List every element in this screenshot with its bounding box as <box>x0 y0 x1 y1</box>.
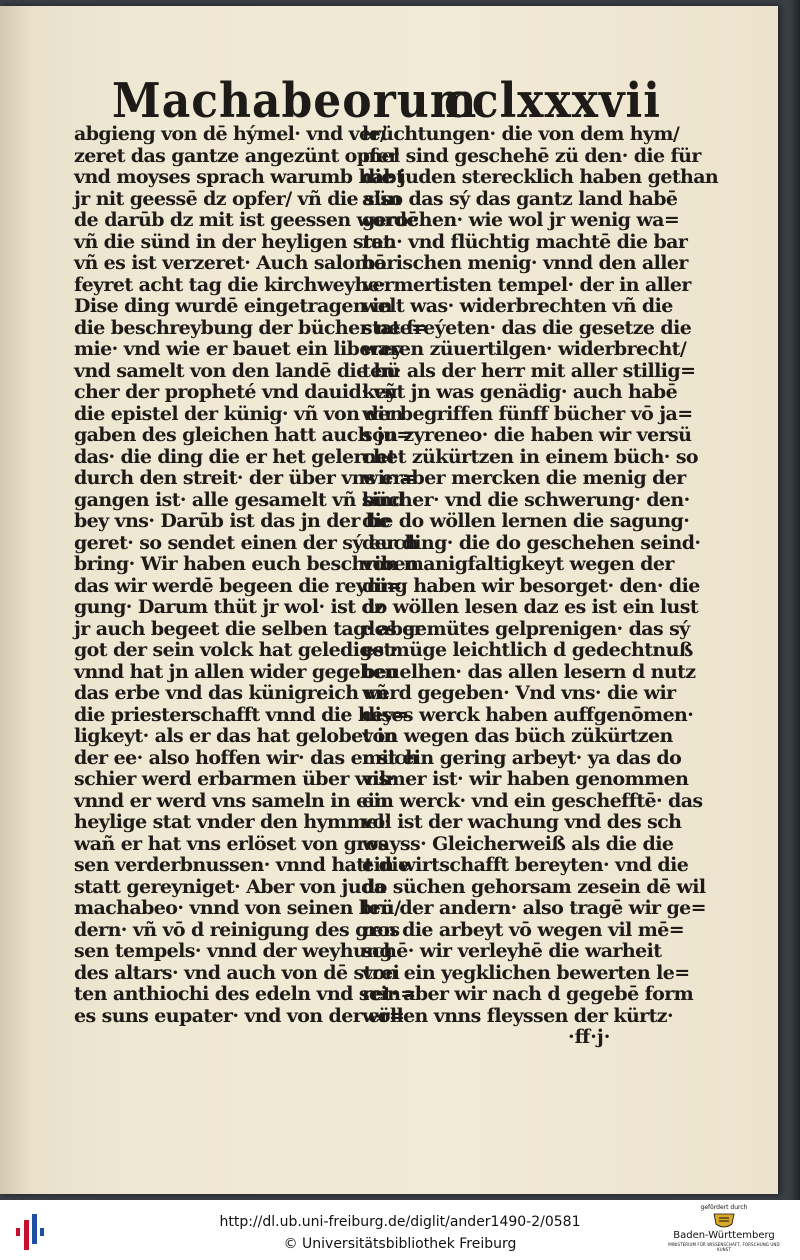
text-line: Dise ding wurdē eingetragen in <box>74 295 392 317</box>
text-line: von wegen das büch zükürtzen <box>362 725 673 747</box>
text-line: barischen menig· vnnd den aller <box>362 252 688 274</box>
text-line: wir aber mercken die menig der <box>362 467 686 489</box>
viewer-footer <box>0 1200 800 1260</box>
text-line: von ein yegklichen bewerten le= <box>362 961 690 984</box>
text-line: heylige stat vnder den hymmel· <box>74 811 391 833</box>
text-line: vnnd hat jn allen wider gegeben <box>74 660 398 683</box>
text-line: statt gereyniget· Aber von juda <box>74 875 386 898</box>
text-line: gangen ist· alle gesamelt vñ sind <box>74 488 405 511</box>
text-line: durch den streit· der über vns er= <box>74 467 418 489</box>
text-line: son zyreneo· die haben wir versü <box>362 424 692 446</box>
text-line: chet zükürtzen in einem büch· so <box>362 445 698 468</box>
text-line: ten anthiochi des edeln vnd sein= <box>74 983 416 1005</box>
funder-block <box>664 1204 784 1252</box>
text-line: vnd samelt von den landē die bü <box>74 359 400 382</box>
text-line: do wöllen lesen daz es ist ein lust <box>362 596 699 618</box>
text-line: ding haben wir besorget· den· die <box>362 574 700 597</box>
text-line: das wir werdē begeen die reyni= <box>74 574 402 597</box>
text-line: wañ er hat vns erlöset von gros <box>74 832 388 855</box>
text-line: des altars· vnd auch von dē strei <box>74 961 400 984</box>
text-line: leüchtungen· die von dem hym/ <box>362 123 680 145</box>
text-line: beuelhen· das allen lesern d nutz <box>362 660 696 683</box>
text-line: dises werck haben auffgenōmen· <box>362 703 694 726</box>
text-line: vnnd er werd vns sameln in ein <box>74 789 388 812</box>
running-head: Machabeorum <box>112 73 478 130</box>
text-line: mit ein gering arbeyt· ya das do <box>362 746 682 769</box>
text-line: welt was· widerbrechten vñ die <box>362 295 673 317</box>
text-line: mel sind geschehē zü den· die für <box>362 144 701 167</box>
text-line: wayss· Gleicherweiß als die die <box>362 832 674 855</box>
text-line: sen verderbnussen· vnnd hatt die <box>74 854 410 876</box>
text-line: ein werck· vnd ein geschefftē· das <box>362 789 703 812</box>
text-line: vilmer ist· wir haben genommen <box>362 768 689 790</box>
text-line: wir begriffen fünff bücher vō ja= <box>362 402 693 425</box>
text-line: gaben des gleichen hatt auch ju= <box>74 424 412 446</box>
text-line: ren· vnd flüchtig machtē die bar <box>362 230 688 253</box>
text-line: die beschreybung der bücher nee= <box>74 316 427 339</box>
text-line: von manigfaltigkeyt wegen der <box>362 553 674 575</box>
text-line: bücher· vnd die schwerung· den· <box>362 488 690 511</box>
text-line: der ee· also hoffen wir· das er sich <box>74 746 419 769</box>
text-line: ten· als der herr mit aller stillig= <box>362 359 696 382</box>
text-line: schē· wir verleyhē die warheit <box>362 940 662 962</box>
text-line: jr auch begeet die selben tag· aber <box>74 617 424 640</box>
text-column-right <box>362 123 719 1027</box>
copyright-notice: © Universitätsbibliothek Freiburg <box>283 1236 517 1252</box>
text-line: vermertisten tempel· der in aller <box>362 273 691 296</box>
text-line: ren die arbeyt vō wegen vil mē= <box>362 918 685 941</box>
text-line: vnd moyses sprach warumb habt <box>74 166 405 188</box>
funded-by-label: gefördert durch <box>700 1204 748 1211</box>
text-line: waren züuertilgen· widerbrecht/ <box>362 338 687 360</box>
folio-number: cclxxxvii <box>444 73 661 130</box>
text-line: de darūb dz mit ist geessen wordē <box>74 209 419 231</box>
ministry-label: MINISTERIUM FÜR WISSENSCHAFT, FORSCHUNG UND KUNST <box>668 1242 780 1252</box>
text-line: gung· Darum thüt jr wol· ist dz <box>74 596 385 618</box>
signature-mark: ·ff·j· <box>568 1026 611 1048</box>
text-line: vñ die sünd in der heyligen stat <box>74 230 392 253</box>
text-line: schier werd erbarmen über vns· <box>74 768 395 790</box>
text-line: es suns eupater· vnd von der er= <box>74 1004 405 1027</box>
permalink-url[interactable]: http://dl.ub.uni-freiburg.de/diglit/ander1490-2/0581 <box>219 1214 581 1230</box>
text-line: bey vns· Darūb ist das jn der be <box>74 510 391 532</box>
text-line: cher der propheté vnd dauid· vñ <box>74 381 397 403</box>
funder-name: Baden-Württemberg <box>673 1230 775 1241</box>
text-line: stat freýeten· das die gesetze die <box>362 316 692 339</box>
text-line: machabeo· vnnd von seinen brü/ <box>74 897 401 919</box>
text-line: die juden sterecklich haben gethan <box>362 166 719 188</box>
text-line: die do wöllen lernen die sagung· <box>362 510 690 532</box>
text-line: gerochen· wie wol jr wenig wa= <box>362 209 680 231</box>
text-line: vñ es ist verzeret· Auch salomō <box>74 252 386 274</box>
text-line: die priesterschafft vnnd die hey= <box>74 703 409 726</box>
text-line: also das sý das gantz land habē <box>362 187 678 210</box>
text-line: ret· aber wir nach d gegebē form <box>362 983 694 1005</box>
text-line: die epistel der künig· vñ von den <box>74 402 403 425</box>
text-line: geret· so sendet einen der sý euch <box>74 531 418 554</box>
text-line: do süchen gehorsam zesein dē wil <box>362 875 706 898</box>
text-line: len der andern· also tragē wir ge= <box>362 897 706 919</box>
text-line: des gemütes gelprenigen· das sý <box>362 617 690 640</box>
text-column-left <box>74 123 427 1027</box>
text-line: das· die ding die er het gelernet <box>74 445 396 468</box>
text-line: zeret das gantze angezünt opfer <box>74 144 398 167</box>
text-line: vol ist der wachung vnd des sch <box>362 811 682 833</box>
text-line: abgieng von dē hýmel· vnd ver/ <box>74 123 387 145</box>
text-line: bring· Wir haben euch beschriben <box>74 553 419 575</box>
text-line: got der sein volck hat gelediget· <box>74 639 398 661</box>
book-page <box>0 6 778 1194</box>
text-line: sen tempels· vnnd der weyhung <box>74 940 393 962</box>
baden-wuerttemberg-crest-icon <box>711 1212 737 1230</box>
text-line: werd gegeben· Vnd vns· die wir <box>362 682 676 704</box>
text-line: es müge leichtlich d gedechtnuß <box>362 639 693 661</box>
text-line: dern· vñ vō d reinigung des gros <box>74 918 400 941</box>
text-line: ein wirtschafft bereyten· vnd die <box>362 854 689 876</box>
text-line: mie· vnd wie er bauet ein liberey <box>74 338 403 360</box>
text-line: keyt jn was genädig· auch habē <box>362 381 678 403</box>
text-line: wöllen vnns fleyssen der kürtz· <box>362 1004 673 1027</box>
text-line: das erbe vnd das künigreich vñ <box>74 682 389 704</box>
text-line: ligkeyt· als er das hat gelobet in <box>74 725 397 747</box>
text-line: feyret acht tag die kirchweyhe· <box>74 273 386 296</box>
text-line: jr nit geessē dz opfer/ vñ die sün <box>74 187 401 210</box>
text-line: der ding· die do geschehen seind· <box>362 531 701 554</box>
